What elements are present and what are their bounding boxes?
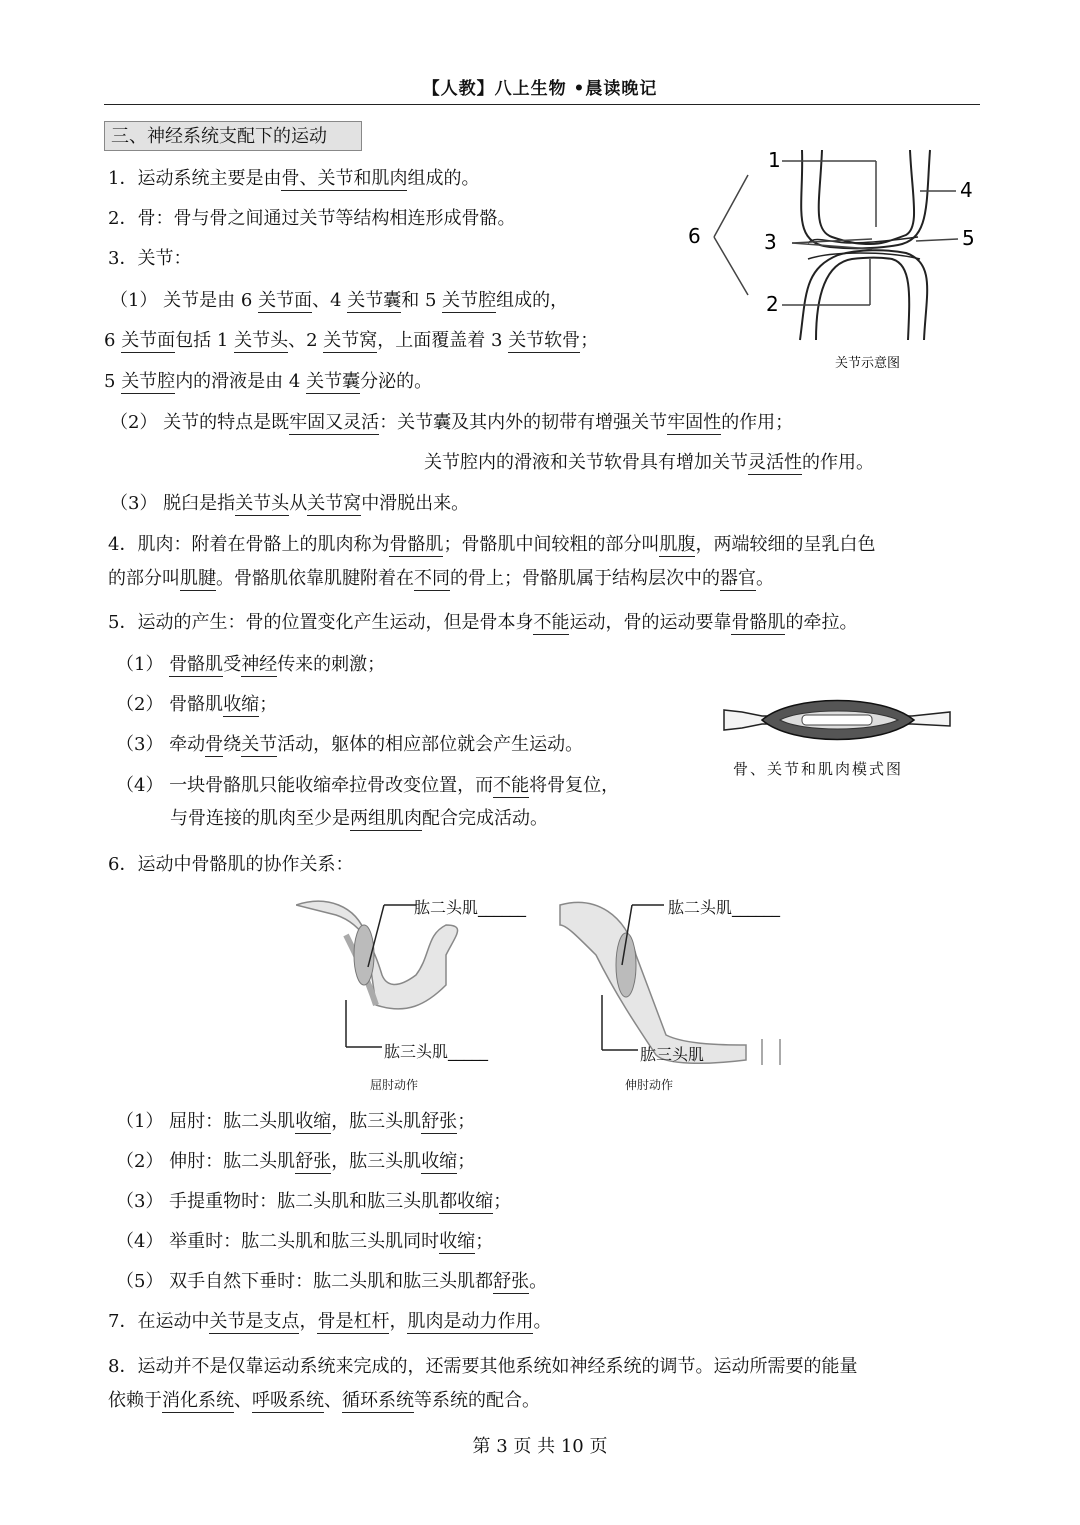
joint-diagram-caption: 关节示意图 bbox=[835, 356, 901, 371]
flexion-triceps-label: 肱三头肌_____ bbox=[384, 1042, 489, 1061]
extension-biceps-label: 肱二头肌______ bbox=[668, 898, 781, 917]
joint-label-3: 3 bbox=[764, 230, 777, 254]
item-1: 1．运动系统主要是由骨、关节和肌肉组成的。 bbox=[108, 168, 480, 189]
joint-label-1: 1 bbox=[768, 148, 781, 172]
item-5-1: （1） 骨骼肌受神经传来的刺激； bbox=[116, 654, 386, 675]
item-5-2: （2） 骨骼肌收缩； bbox=[116, 694, 278, 715]
item-5-3: （3） 牵动骨绕关节活动，躯体的相应部位就会产生运动。 bbox=[116, 734, 584, 755]
item-4-line-2: 的部分叫肌腱。骨骼肌依靠肌腱附着在不同的骨上；骨骼肌属于结构层次中的器官。 bbox=[108, 568, 774, 589]
page-header-title: 【人教】八上生物 •晨读晚记 bbox=[422, 79, 658, 99]
item-6-4: （4） 举重时：肱二头肌和肱三头肌同时收缩； bbox=[116, 1231, 494, 1252]
item-6-2: （2） 伸肘：肱二头肌舒张，肱三头肌收缩； bbox=[116, 1151, 476, 1172]
extension-triceps-label: 肱三头肌 bbox=[640, 1045, 705, 1064]
joint-diagram bbox=[680, 145, 980, 377]
section-title: 三、神经系统支配下的运动 bbox=[104, 121, 362, 151]
item-6-3: （3） 手提重物时：肱二头肌和肱三头肌都收缩； bbox=[116, 1191, 512, 1212]
item-3-5: 关节腔内的滑液和关节软骨具有增加关节灵活性的作用。 bbox=[424, 452, 874, 473]
item-3-6: （3） 脱臼是指关节头从关节窝中滑脱出来。 bbox=[110, 493, 470, 514]
item-5-4: （4） 一块骨骼肌只能收缩牵拉骨改变位置，而不能将骨复位， bbox=[116, 775, 620, 796]
answer-blank: 骨、关节和肌肉 bbox=[281, 168, 408, 189]
flexion-caption: 屈肘动作 bbox=[370, 1078, 419, 1092]
item-5: 5．运动的产生：骨的位置变化产生运动，但是骨本身不能运动，骨的运动要靠骨骼肌的牵拉。 bbox=[108, 612, 858, 633]
item-6: 6．运动中骨骼肌的协作关系： bbox=[108, 854, 354, 875]
item-6-5: （5） 双手自然下垂时：肱二头肌和肱三头肌都舒张。 bbox=[116, 1271, 548, 1292]
item-4-line-1: 4．肌肉：附着在骨骼上的肌肉称为骨骼肌；骨骼肌中间较粗的部分叫肌腹，两端较细的呈乳白色 bbox=[108, 534, 876, 555]
item-3-3: 5 关节腔内的滑液是由 4 关节囊分泌的。 bbox=[104, 371, 433, 392]
muscle-model-diagram bbox=[722, 690, 954, 750]
item-3-2: 6 关节面包括 1 关节头、2 关节窝，上面覆盖着 3 关节软骨； bbox=[104, 330, 599, 351]
item-8-line-2: 依赖于消化系统、呼吸系统、循环系统等系统的配合。 bbox=[108, 1390, 540, 1411]
item-3: 3．关节： bbox=[108, 248, 192, 269]
item-5-5: 与骨连接的肌肉至少是两组肌肉配合完成活动。 bbox=[170, 808, 548, 829]
item-3-1: （1） 关节是由 6 关节面、4 关节囊和 5 关节腔组成的， bbox=[110, 290, 569, 311]
muscle-model-caption: 骨、关节和肌肉模式图 bbox=[733, 760, 904, 778]
page-number: 第 3 页 共 10 页 bbox=[472, 1436, 608, 1457]
extension-caption: 伸肘动作 bbox=[625, 1078, 674, 1092]
joint-label-5: 5 bbox=[962, 226, 975, 250]
item-6-1: （1） 屈肘：肱二头肌收缩，肱三头肌舒张； bbox=[116, 1111, 476, 1132]
joint-label-4: 4 bbox=[960, 178, 973, 202]
item-3-4: （2） 关节的特点是既牢固又灵活：关节囊及其内外的韧带有增强关节牢固性的作用； bbox=[110, 412, 794, 433]
flexion-biceps-label: 肱二头肌______ bbox=[414, 898, 527, 917]
header-divider bbox=[104, 104, 980, 105]
joint-label-2: 2 bbox=[766, 292, 779, 316]
item-2: 2．骨：骨与骨之间通过关节等结构相连形成骨骼。 bbox=[108, 208, 516, 229]
item-7: 7．在运动中关节是支点，骨是杠杆，肌肉是动力作用。 bbox=[108, 1311, 552, 1332]
joint-label-6: 6 bbox=[688, 224, 701, 248]
item-8-line-1: 8．运动并不是仅靠运动系统来完成的，还需要其他系统如神经系统的调节。运动所需要的能量 bbox=[108, 1356, 858, 1377]
